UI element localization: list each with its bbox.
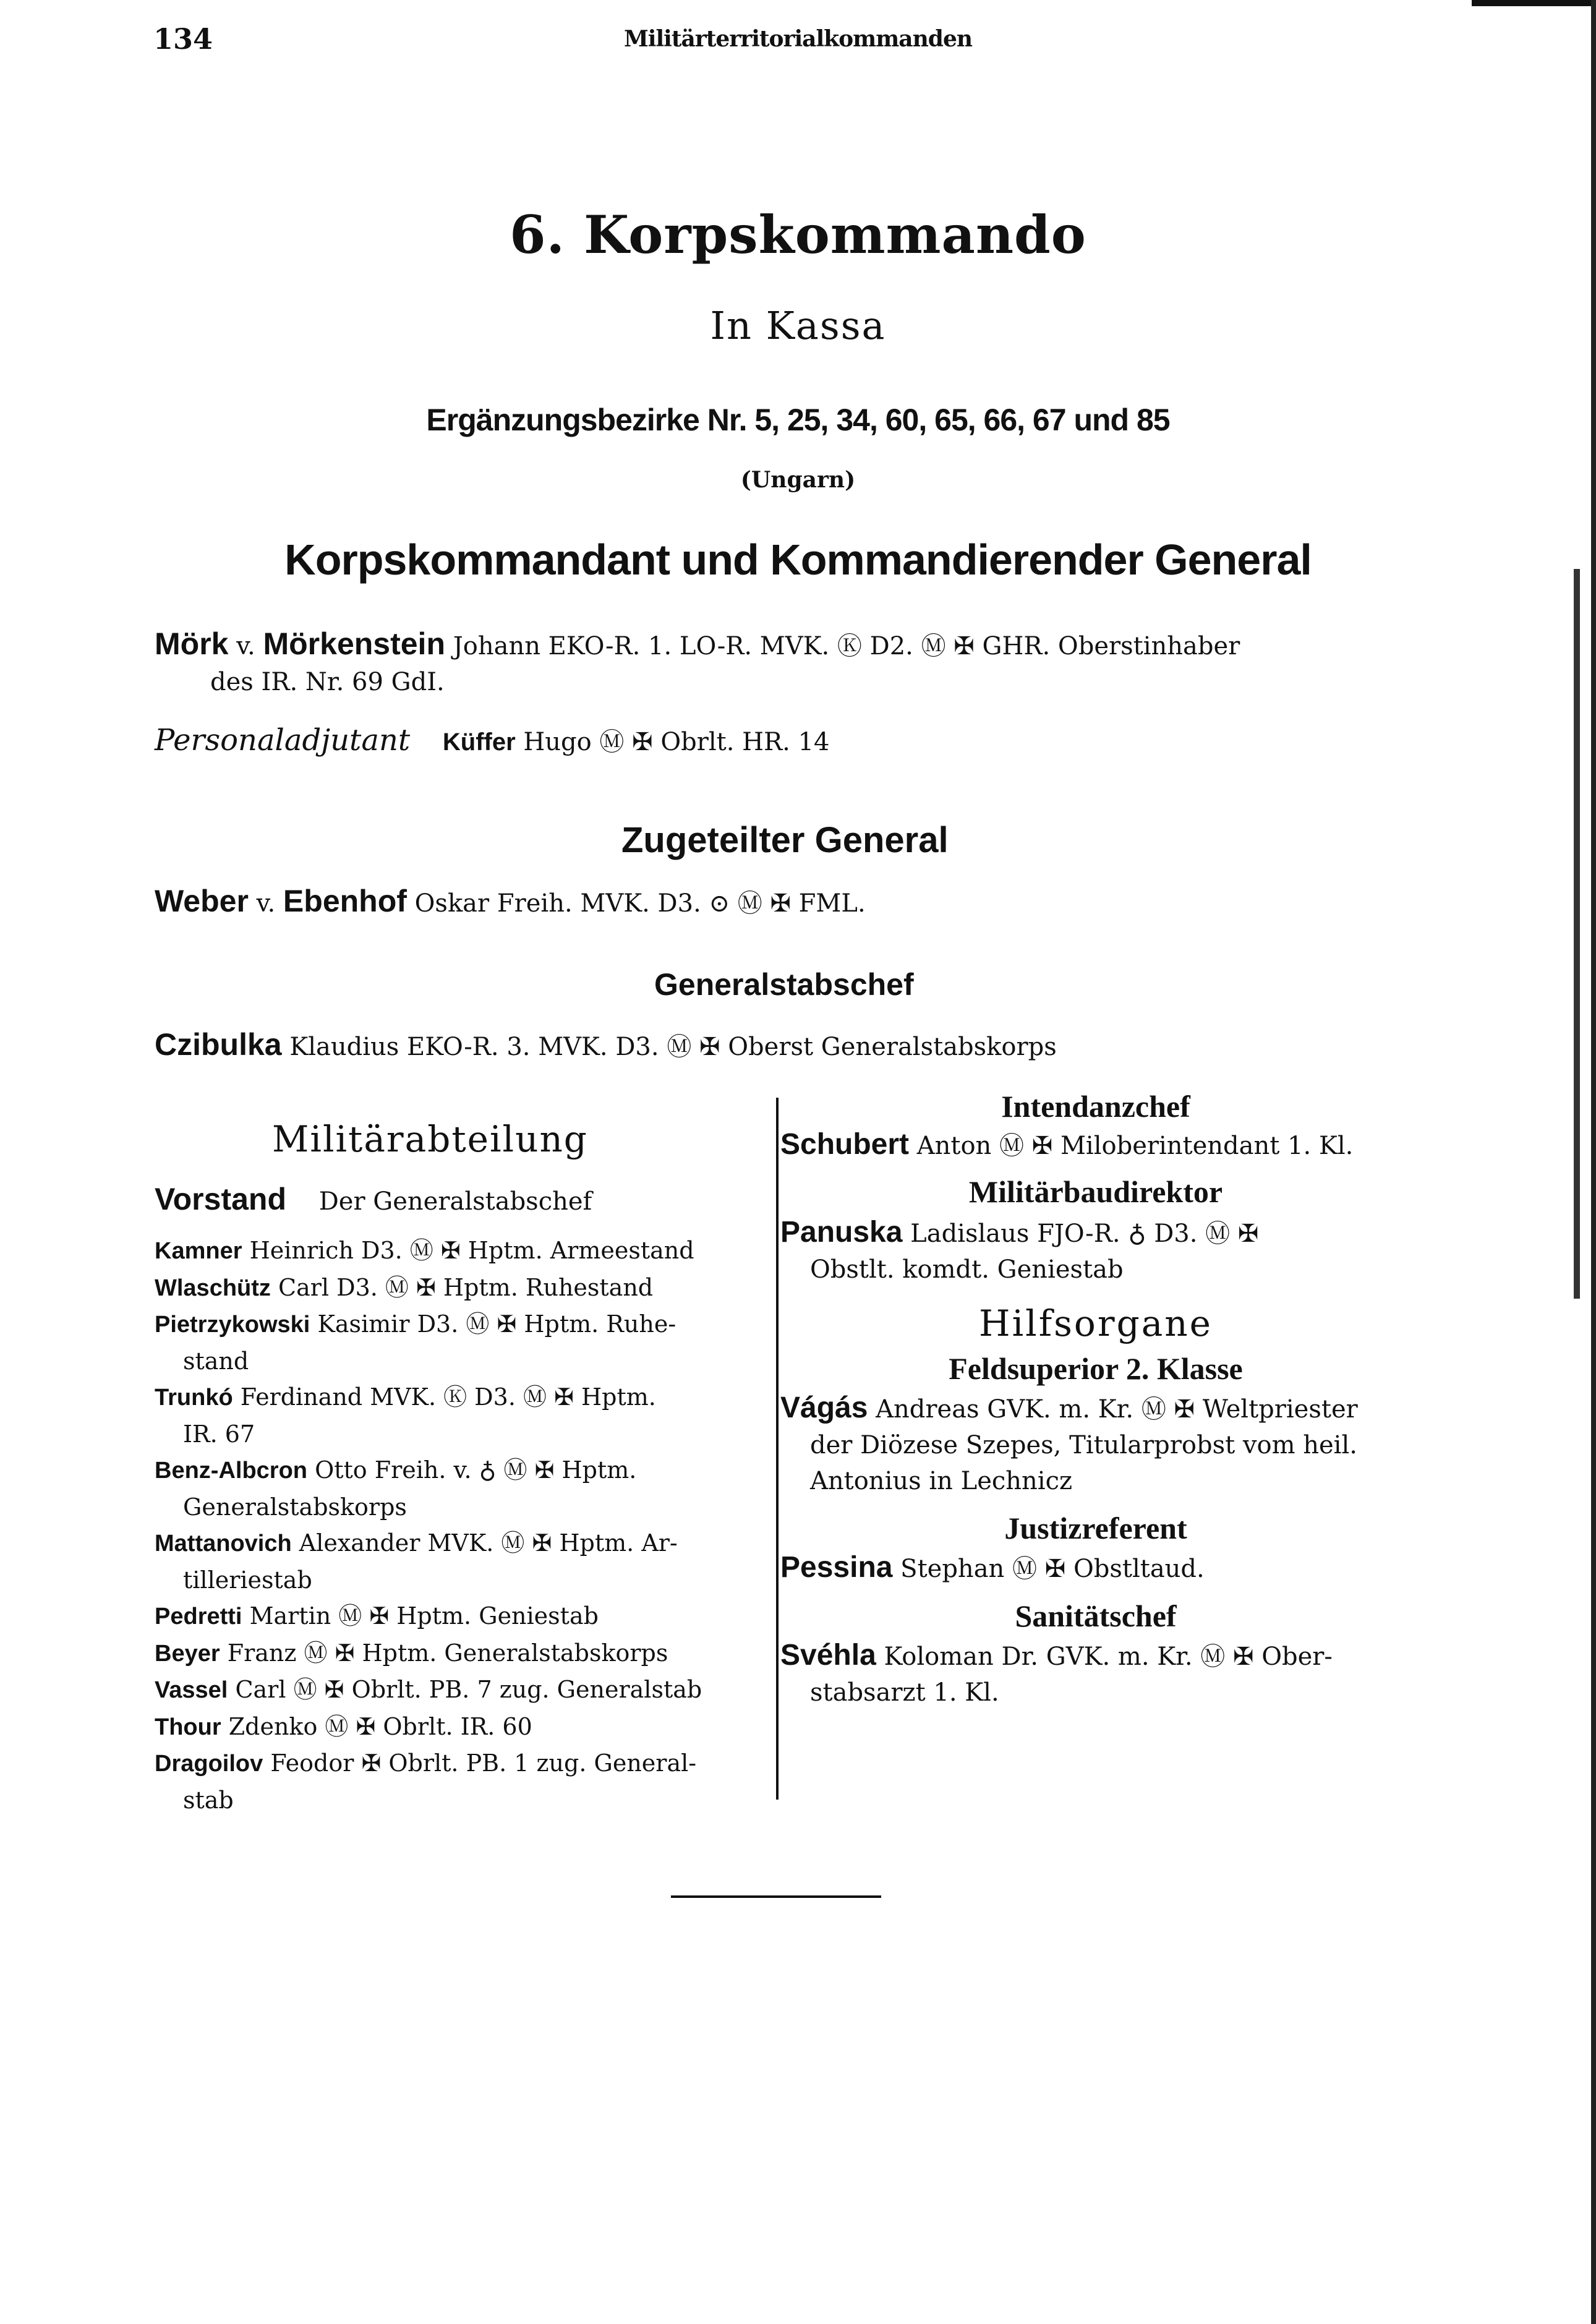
commander-heading: Korpskommandant und Kommandierender General <box>284 536 1312 584</box>
list-item-text: IR. 67 <box>183 1420 255 1448</box>
list-item-name: Benz-Albcron <box>155 1458 307 1484</box>
list-item <box>155 1379 767 1452</box>
intendanz-entry <box>780 1127 1411 1164</box>
list-item-continuation <box>155 1562 767 1599</box>
hilfsorgane-entry <box>780 1390 1411 1499</box>
intendanz-heading: Intendanzchef <box>1001 1089 1190 1124</box>
sanitaet-heading: Sanitätschef <box>1015 1599 1177 1633</box>
justiz-entry <box>780 1550 1411 1587</box>
list-item <box>155 1306 767 1379</box>
baudirektor-line1: Ladislaus FJO-R. ♁ D3. Ⓜ ✠ <box>910 1220 1259 1248</box>
sanitaet-entry <box>780 1638 1411 1711</box>
hilfsorgane-line3: Antonius in Lechnicz <box>810 1467 1073 1495</box>
justiz-name: Pessina <box>780 1551 893 1584</box>
baudirektor-entry <box>780 1215 1411 1288</box>
list-item <box>155 1525 767 1598</box>
list-item-text: stand <box>183 1347 249 1375</box>
assigned-general-heading: Zugeteilter General <box>621 820 949 860</box>
scan-edge-top <box>1472 0 1596 6</box>
closing-rule <box>671 1895 881 1898</box>
assigned-general-name: Weber <box>155 884 249 918</box>
vorstand-line <box>155 1181 592 1217</box>
assigned-general-particle: v. <box>256 889 276 918</box>
list-item-line <box>155 1379 767 1416</box>
adjutant-details: Hugo Ⓜ ✠ Obrlt. HR. 14 <box>523 728 830 756</box>
list-item-line <box>155 1452 767 1489</box>
list-item-text: Ferdinand MVK. Ⓚ D3. Ⓜ ✠ Hptm. <box>240 1383 656 1411</box>
list-item-name: Pedretti <box>155 1604 242 1630</box>
list-item-name: Vassel <box>155 1677 228 1703</box>
list-item <box>155 1709 767 1746</box>
list-item-line <box>155 1598 767 1635</box>
location-title: In Kassa <box>710 303 886 348</box>
list-item-name: Beyer <box>155 1640 220 1667</box>
list-item-name: Trunkó <box>155 1385 233 1411</box>
sanitaet-line1: Koloman Dr. GVK. m. Kr. Ⓜ ✠ Ober- <box>884 1643 1333 1671</box>
assigned-general-surname: Ebenhof <box>283 884 407 918</box>
assigned-general-entry <box>155 883 866 921</box>
list-item-text: Carl D3. Ⓜ ✠ Hptm. Ruhestand <box>278 1273 654 1301</box>
running-title: Militärterritorialkommanden <box>623 26 973 52</box>
list-item-text: Alexander MVK. Ⓜ ✠ Hptm. Ar- <box>299 1529 678 1557</box>
adjutant-role: Personaladjutant <box>155 723 411 758</box>
baudirektor-name: Panuska <box>780 1216 903 1249</box>
list-item-continuation <box>155 1416 767 1453</box>
commander-name: Mörk <box>155 626 229 661</box>
militaerabteilung-list <box>155 1232 767 1818</box>
list-item-text: Feodor ✠ Obrlt. PB. 1 zug. General- <box>270 1749 697 1777</box>
list-item <box>155 1672 767 1709</box>
intendanz-name: Schubert <box>780 1128 910 1161</box>
list-item-text: Carl Ⓜ ✠ Obrlt. PB. 7 zug. Generalstab <box>235 1676 702 1703</box>
districts-line: Ergänzungsbezirke Nr. 5, 25, 34, 60, 65, 66, 67 und 85 <box>426 403 1170 437</box>
hilfsorgane-heading: Hilfsorgane <box>979 1302 1213 1344</box>
list-item-text: Otto Freih. v. ♁ Ⓜ ✠ Hptm. <box>315 1456 637 1484</box>
list-item-line <box>155 1525 767 1562</box>
chief-of-staff-entry <box>155 1027 1057 1065</box>
hilfsorgane-line1: Andreas GVK. m. Kr. Ⓜ ✠ Weltpriester <box>876 1395 1358 1424</box>
sanitaet-name: Svéhla <box>780 1639 876 1672</box>
justiz-details: Stephan Ⓜ ✠ Obstltaud. <box>900 1555 1205 1583</box>
chief-of-staff-details: Klaudius EKO-R. 3. MVK. D3. Ⓜ ✠ Oberst Generalstabskorps <box>289 1033 1057 1061</box>
militaerabteilung-heading: Militärabteilung <box>272 1118 588 1160</box>
scan-edge-right <box>1591 0 1596 2324</box>
page-title: 6. Korpskommando <box>510 204 1086 265</box>
justiz-heading: Justizreferent <box>1004 1511 1187 1545</box>
list-item <box>155 1745 767 1818</box>
list-item-line <box>155 1709 767 1746</box>
commander-particle: v. <box>236 632 255 660</box>
right-column <box>780 1088 1411 1711</box>
column-divider <box>776 1098 779 1800</box>
hilfsorgane-line2: der Diözese Szepes, Titularprobst vom heil. <box>810 1431 1357 1459</box>
list-item-name: Pietrzykowski <box>155 1312 310 1338</box>
chief-of-staff-name: Czibulka <box>155 1027 282 1062</box>
commander-details: Johann EKO-R. 1. LO-R. MVK. Ⓚ D2. Ⓜ ✠ GHR. Oberstinhaber <box>453 632 1240 660</box>
adjutant-name: Küffer <box>442 728 516 756</box>
list-item-name: Kamner <box>155 1238 242 1264</box>
list-item-name: Thour <box>155 1714 221 1740</box>
list-item-line <box>155 1635 767 1672</box>
page-number: 134 <box>153 22 213 56</box>
vorstand-label: Vorstand <box>155 1182 286 1216</box>
list-item <box>155 1270 767 1307</box>
list-item-continuation <box>155 1343 767 1380</box>
scan-edge-mark <box>1574 569 1580 1299</box>
baudirektor-heading: Militärbaudirektor <box>968 1174 1223 1209</box>
list-item-continuation <box>155 1782 767 1819</box>
list-item-line <box>155 1672 767 1709</box>
list-item-line <box>155 1306 767 1343</box>
list-item-text: stab <box>183 1786 234 1814</box>
feldsuperior-heading: Feldsuperior 2. Klasse <box>949 1351 1243 1386</box>
chief-of-staff-heading: Generalstabschef <box>654 967 914 1002</box>
list-item-text: tilleriestab <box>183 1566 312 1594</box>
commander-entry <box>155 626 1422 700</box>
assigned-general-details: Oskar Freih. MVK. D3. ⊙ Ⓜ ✠ FML. <box>414 889 866 918</box>
list-item-text: Heinrich D3. Ⓜ ✠ Hptm. Armeestand <box>249 1237 694 1264</box>
list-item-continuation <box>155 1489 767 1526</box>
list-item-name: Dragoilov <box>155 1751 263 1777</box>
intendanz-details: Anton Ⓜ ✠ Miloberintendant 1. Kl. <box>916 1132 1354 1160</box>
sanitaet-line2: stabsarzt 1. Kl. <box>810 1678 999 1707</box>
list-item-name: Wlaschütz <box>155 1275 271 1301</box>
baudirektor-line2: Obstlt. komdt. Geniestab <box>810 1255 1124 1284</box>
hilfsorgane-name: Vágás <box>780 1391 868 1424</box>
region-note: (Ungarn) <box>740 467 856 493</box>
list-item <box>155 1635 767 1672</box>
list-item-text: Zdenko Ⓜ ✠ Obrlt. IR. 60 <box>228 1712 532 1740</box>
list-item-name: Mattanovich <box>155 1531 292 1557</box>
list-item-text: Franz Ⓜ ✠ Hptm. Generalstabskorps <box>227 1639 668 1667</box>
list-item-text: Kasimir D3. Ⓜ ✠ Hptm. Ruhe- <box>317 1310 676 1338</box>
list-item-line <box>155 1270 767 1307</box>
list-item-line <box>155 1232 767 1270</box>
commander-details-cont: des IR. Nr. 69 GdI. <box>210 668 445 696</box>
list-item-line <box>155 1745 767 1782</box>
list-item <box>155 1452 767 1525</box>
list-item <box>155 1232 767 1270</box>
commander-surname: Mörkenstein <box>263 626 445 661</box>
list-item <box>155 1598 767 1635</box>
list-item-text: Generalstabskorps <box>183 1493 407 1521</box>
vorstand-value: Der Generalstabschef <box>318 1187 592 1216</box>
adjutant-entry <box>155 722 830 760</box>
list-item-text: Martin Ⓜ ✠ Hptm. Geniestab <box>249 1602 599 1630</box>
